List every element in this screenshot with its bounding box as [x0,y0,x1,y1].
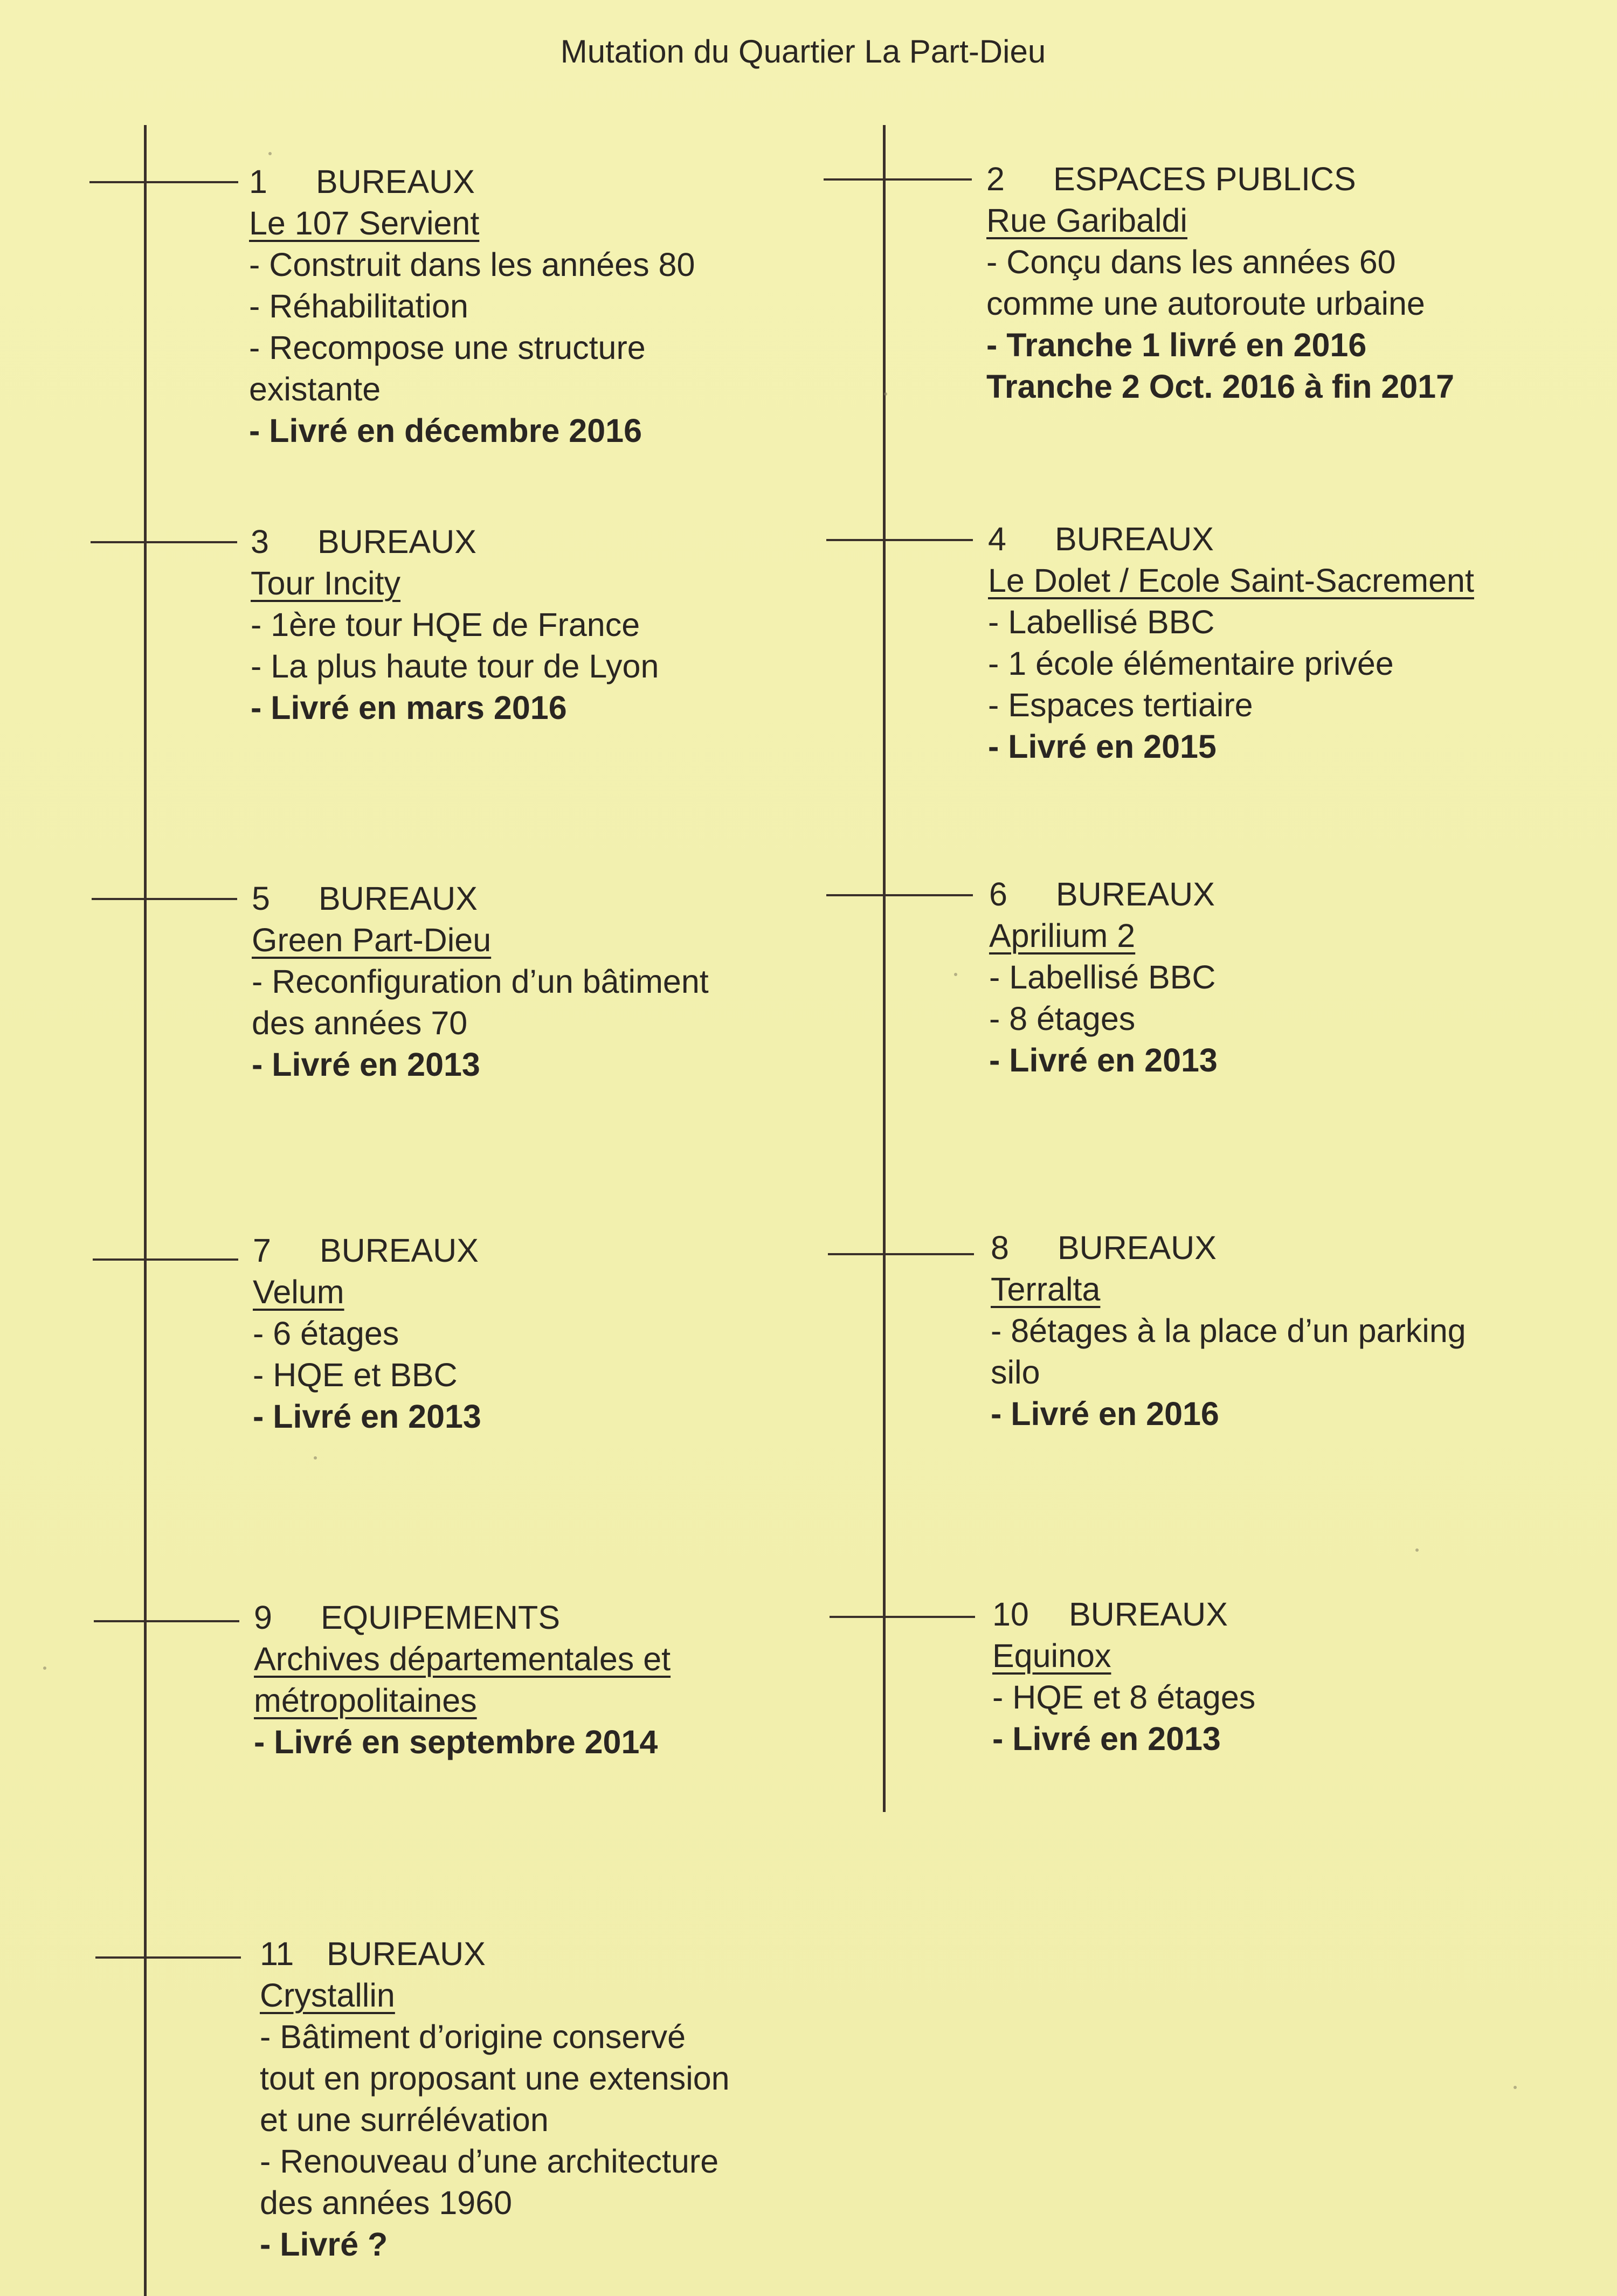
timeline-tick-5 [92,898,237,900]
entry-detail: - Conçu dans les années 60 [986,244,1396,280]
entry-detail: - 1ère tour HQE de France [251,606,640,643]
entry-detail: - Espaces tertiaire [988,687,1253,723]
scan-speck [1415,1548,1419,1552]
entry-10 [992,1594,1255,1760]
entry-category: BUREAUX [317,523,476,560]
entry-category: EQUIPEMENTS [321,1599,561,1636]
entry-detail: et une surrélévation [260,2101,549,2138]
entry-detail: - 6 étages [253,1315,399,1352]
entry-category: BUREAUX [327,1935,486,1972]
entry-detail: - Construit dans les années 80 [249,246,695,283]
entry-number: 4 [988,521,1006,557]
entry-delivery: - Livré en 2013 [252,1046,480,1083]
entry-delivery: - Livré en 2013 [989,1042,1218,1078]
entry-heading [986,158,1454,200]
timeline-tick-3 [91,541,237,543]
entry-project-name: Terralta [991,1271,1101,1308]
entry-delivery: - Tranche 1 livré en 2016 [986,327,1367,363]
entry-project-name: métropolitaines [254,1682,477,1719]
entry-delivery: - Livré en septembre 2014 [254,1724,658,1760]
entry-category: BUREAUX [316,163,475,200]
scan-speck [884,392,887,396]
timeline-tick-6 [826,894,973,896]
entry-detail: existante [249,371,381,407]
entry-number: 9 [254,1599,272,1636]
entry-project-name: Aprilium 2 [989,917,1136,954]
entry-heading [249,161,695,203]
timeline-tick-7 [93,1258,238,1261]
entry-number: 6 [989,876,1007,912]
entry-category: BUREAUX [1069,1596,1228,1633]
entry-category: BUREAUX [320,1232,479,1269]
entry-detail: comme une autoroute urbaine [986,285,1425,322]
entry-detail: - Renouveau d’une architecture [260,2143,719,2180]
entry-delivery: - Livré en 2015 [988,728,1217,765]
entry-detail: - Bâtiment d’origine conservé [260,2018,686,2055]
entry-detail: - 8étages à la place d’un parking [991,1312,1466,1349]
entry-6 [989,874,1218,1081]
entry-delivery: - Livré en décembre 2016 [249,412,642,449]
entry-detail: - Réhabilitation [249,288,468,324]
entry-delivery: - Livré ? [260,2226,388,2263]
entry-project-name: Equinox [992,1637,1111,1674]
entry-heading [254,1597,671,1638]
entry-7 [253,1230,481,1437]
entry-8 [991,1227,1466,1435]
entry-project-name: Crystallin [260,1977,395,2014]
entry-detail: - La plus haute tour de Lyon [251,648,659,684]
entry-detail: silo [991,1354,1040,1391]
entry-detail: des années 1960 [260,2184,513,2221]
timeline-tick-11 [95,1956,241,1959]
entry-detail: - Labellisé BBC [988,604,1215,640]
scan-speck [43,1666,46,1670]
entry-project-name: Tour Incity [251,565,400,601]
entry-delivery: - Livré en mars 2016 [251,689,567,726]
entry-number: 2 [986,161,1005,197]
entry-heading [253,1230,481,1271]
entry-delivery: - Livré en 2016 [991,1395,1219,1432]
entry-1 [249,161,695,452]
entry-detail: tout en proposant une extension [260,2060,730,2097]
entry-heading [251,521,659,563]
entry-detail: des années 70 [252,1005,468,1041]
entry-project-name: Le 107 Servient [249,205,480,241]
timeline-tick-2 [824,178,972,181]
entry-5 [252,878,709,1085]
entry-project-name: Velum [253,1274,344,1310]
timeline-tick-10 [830,1616,975,1618]
entry-category: ESPACES PUBLICS [1053,161,1356,197]
timeline-tick-1 [89,181,238,183]
scan-speck [314,1456,317,1460]
entry-category: BUREAUX [1055,521,1214,557]
entry-4 [988,518,1474,767]
entry-category: BUREAUX [1058,1229,1217,1266]
timeline-tick-4 [826,539,973,541]
scan-speck [954,973,957,976]
entry-project-name: Rue Garibaldi [986,202,1187,239]
scan-speck [268,152,272,155]
entry-detail: - HQE et 8 étages [992,1679,1256,1716]
entry-number: 10 [992,1596,1029,1633]
entry-heading [988,518,1474,560]
entry-number: 3 [251,523,269,560]
entry-project-name: Archives départementales et [254,1641,671,1677]
entry-number: 5 [252,880,270,917]
entry-detail: - Labellisé BBC [989,959,1216,995]
entry-delivery: Tranche 2 Oct. 2016 à fin 2017 [986,368,1455,405]
entry-3 [251,521,659,729]
entry-heading [992,1594,1255,1635]
entry-11 [260,1933,730,2265]
entry-heading [252,878,709,919]
timeline-tick-8 [828,1253,974,1255]
left-timeline-line [144,125,147,2296]
entry-heading [991,1227,1466,1269]
scan-speck [1514,2086,1517,2089]
entry-heading [260,1933,730,1975]
page-title: Mutation du Quartier La Part-Dieu [560,33,1046,70]
entry-delivery: - Livré en 2013 [253,1398,481,1435]
entry-detail: - 8 étages [989,1000,1136,1037]
entry-detail: - Reconfiguration d’un bâtiment [252,963,709,1000]
entry-detail: - Recompose une structure [249,329,646,366]
entry-project-name: Le Dolet / Ecole Saint-Sacrement [988,562,1474,599]
right-timeline-line [883,125,886,1812]
entry-number: 7 [253,1232,271,1269]
entry-category: BUREAUX [1056,876,1215,912]
timeline-tick-9 [94,1620,239,1622]
entry-2 [986,158,1454,407]
entry-number: 11 [260,1935,294,1972]
entry-heading [989,874,1218,915]
entry-number: 1 [249,163,267,200]
entry-number: 8 [991,1229,1009,1266]
entry-project-name: Green Part-Dieu [252,922,492,958]
entry-category: BUREAUX [319,880,478,917]
entry-detail: - HQE et BBC [253,1357,458,1393]
entry-9 [254,1597,671,1763]
entry-detail: - 1 école élémentaire privée [988,645,1394,682]
entry-delivery: - Livré en 2013 [992,1720,1221,1757]
